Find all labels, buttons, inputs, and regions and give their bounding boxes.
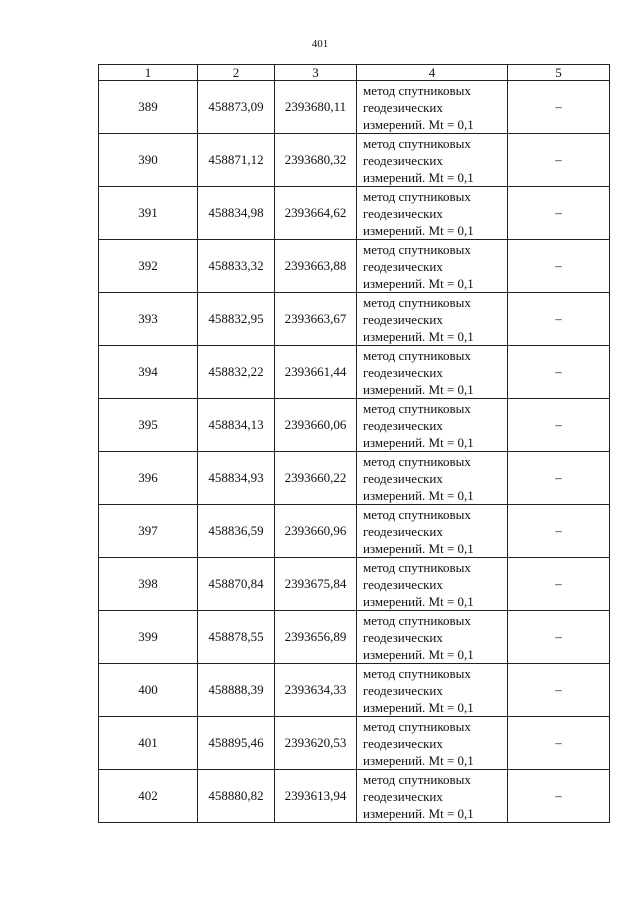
note-cell: – <box>508 770 610 823</box>
point-number-cell: 391 <box>99 187 198 240</box>
method-cell: метод спутниковых геодезических измерений. Mt = 0,1 <box>357 611 508 664</box>
note-cell: – <box>508 717 610 770</box>
page-number: 401 <box>311 38 329 50</box>
x-coordinate-cell: 458873,09 <box>198 81 275 134</box>
table-row <box>99 399 610 452</box>
y-coordinate-cell: 2393613,94 <box>275 770 357 823</box>
note-cell: – <box>508 134 610 187</box>
column-header-1: 1 <box>99 65 198 81</box>
y-coordinate-cell: 2393675,84 <box>275 558 357 611</box>
x-coordinate-cell: 458832,95 <box>198 293 275 346</box>
point-number-cell: 392 <box>99 240 198 293</box>
method-cell: метод спутниковых геодезических измерений. Mt = 0,1 <box>357 558 508 611</box>
method-cell: метод спутниковых геодезических измерений. Mt = 0,1 <box>357 717 508 770</box>
table-row <box>99 770 610 823</box>
y-coordinate-cell: 2393663,88 <box>275 240 357 293</box>
table-row <box>99 81 610 134</box>
note-cell: – <box>508 558 610 611</box>
y-coordinate-cell: 2393660,96 <box>275 505 357 558</box>
point-number-cell: 390 <box>99 134 198 187</box>
point-number-cell: 389 <box>99 81 198 134</box>
note-cell: – <box>508 240 610 293</box>
y-coordinate-cell: 2393661,44 <box>275 346 357 399</box>
table-row <box>99 240 610 293</box>
table-row <box>99 611 610 664</box>
note-cell: – <box>508 664 610 717</box>
point-number-cell: 401 <box>99 717 198 770</box>
method-cell: метод спутниковых геодезических измерений. Mt = 0,1 <box>357 505 508 558</box>
table-row <box>99 134 610 187</box>
table-row <box>99 664 610 717</box>
x-coordinate-cell: 458836,59 <box>198 505 275 558</box>
point-number-cell: 397 <box>99 505 198 558</box>
method-cell: метод спутниковых геодезических измерений. Mt = 0,1 <box>357 770 508 823</box>
column-header-4: 4 <box>357 65 508 81</box>
point-number-cell: 400 <box>99 664 198 717</box>
x-coordinate-cell: 458870,84 <box>198 558 275 611</box>
note-cell: – <box>508 452 610 505</box>
method-cell: метод спутниковых геодезических измерений. Mt = 0,1 <box>357 81 508 134</box>
x-coordinate-cell: 458871,12 <box>198 134 275 187</box>
table-row <box>99 717 610 770</box>
point-number-cell: 402 <box>99 770 198 823</box>
table-row <box>99 293 610 346</box>
table-row <box>99 346 610 399</box>
point-number-cell: 398 <box>99 558 198 611</box>
column-header-3: 3 <box>275 65 357 81</box>
note-cell: – <box>508 187 610 240</box>
point-number-cell: 395 <box>99 399 198 452</box>
note-cell: – <box>508 346 610 399</box>
point-number-cell: 394 <box>99 346 198 399</box>
column-header-2: 2 <box>198 65 275 81</box>
x-coordinate-cell: 458888,39 <box>198 664 275 717</box>
method-cell: метод спутниковых геодезических измерений. Mt = 0,1 <box>357 664 508 717</box>
table-row <box>99 505 610 558</box>
note-cell: – <box>508 611 610 664</box>
method-cell: метод спутниковых геодезических измерений. Mt = 0,1 <box>357 346 508 399</box>
table-row <box>99 558 610 611</box>
method-cell: метод спутниковых геодезических измерений. Mt = 0,1 <box>357 240 508 293</box>
note-cell: – <box>508 505 610 558</box>
y-coordinate-cell: 2393620,53 <box>275 717 357 770</box>
note-cell: – <box>508 399 610 452</box>
y-coordinate-cell: 2393680,32 <box>275 134 357 187</box>
y-coordinate-cell: 2393634,33 <box>275 664 357 717</box>
method-cell: метод спутниковых геодезических измерений. Mt = 0,1 <box>357 134 508 187</box>
table-header <box>99 65 610 81</box>
x-coordinate-cell: 458895,46 <box>198 717 275 770</box>
note-cell: – <box>508 293 610 346</box>
coordinates-table <box>98 64 610 823</box>
method-cell: метод спутниковых геодезических измерений. Mt = 0,1 <box>357 293 508 346</box>
table-row <box>99 452 610 505</box>
x-coordinate-cell: 458834,13 <box>198 399 275 452</box>
x-coordinate-cell: 458832,22 <box>198 346 275 399</box>
x-coordinate-cell: 458834,93 <box>198 452 275 505</box>
method-cell: метод спутниковых геодезических измерений. Mt = 0,1 <box>357 187 508 240</box>
y-coordinate-cell: 2393656,89 <box>275 611 357 664</box>
header-row <box>99 65 610 81</box>
y-coordinate-cell: 2393680,11 <box>275 81 357 134</box>
y-coordinate-cell: 2393660,22 <box>275 452 357 505</box>
table-row <box>99 187 610 240</box>
method-cell: метод спутниковых геодезических измерений. Mt = 0,1 <box>357 452 508 505</box>
point-number-cell: 399 <box>99 611 198 664</box>
table-body <box>99 81 610 823</box>
method-cell: метод спутниковых геодезических измерений. Mt = 0,1 <box>357 399 508 452</box>
x-coordinate-cell: 458880,82 <box>198 770 275 823</box>
x-coordinate-cell: 458834,98 <box>198 187 275 240</box>
point-number-cell: 393 <box>99 293 198 346</box>
x-coordinate-cell: 458878,55 <box>198 611 275 664</box>
note-cell: – <box>508 81 610 134</box>
y-coordinate-cell: 2393664,62 <box>275 187 357 240</box>
point-number-cell: 396 <box>99 452 198 505</box>
y-coordinate-cell: 2393663,67 <box>275 293 357 346</box>
column-header-5: 5 <box>508 65 610 81</box>
y-coordinate-cell: 2393660,06 <box>275 399 357 452</box>
x-coordinate-cell: 458833,32 <box>198 240 275 293</box>
